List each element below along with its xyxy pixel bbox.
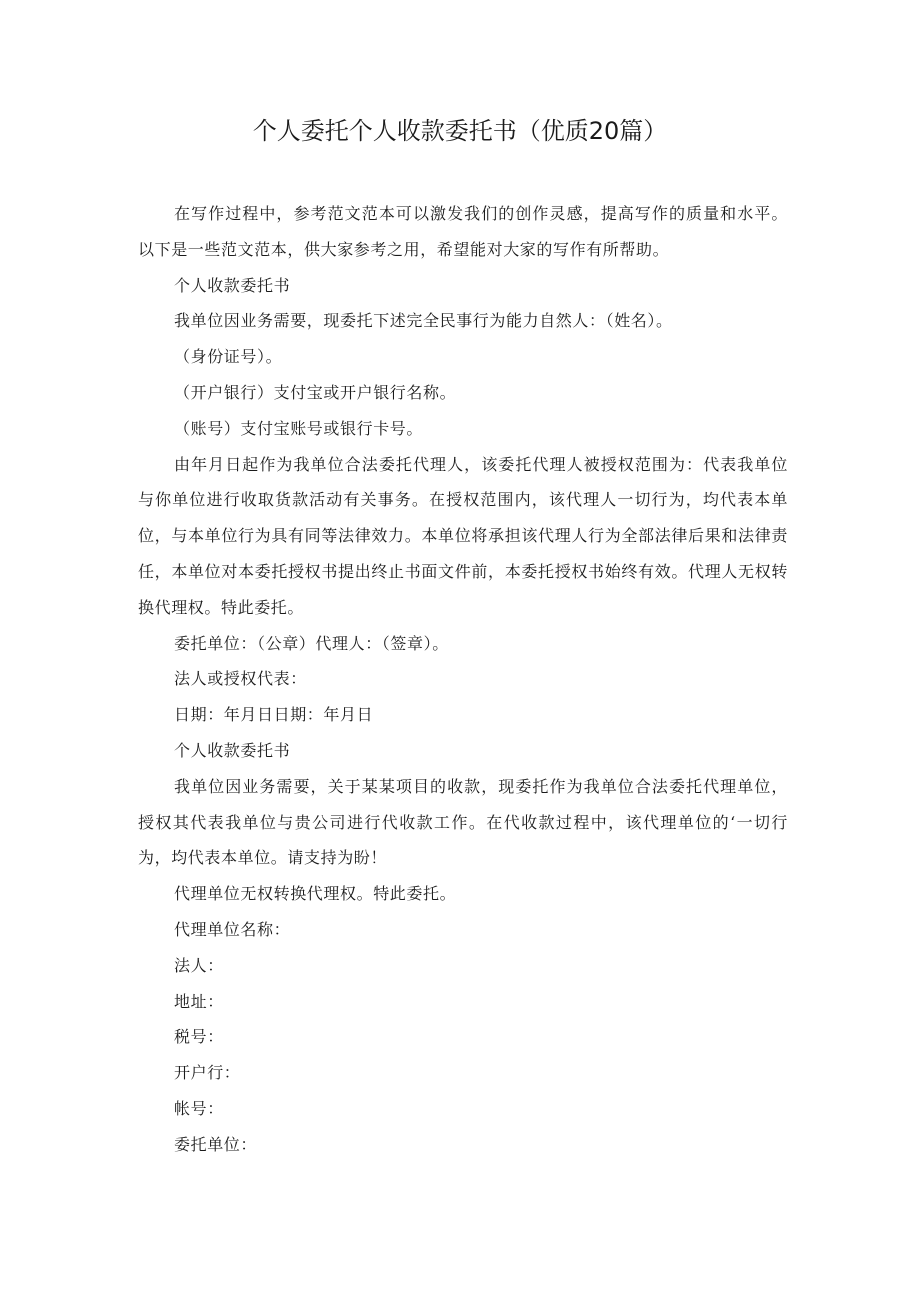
form-field-label: 开户行： — [174, 1063, 241, 1083]
form-field-label: 地址： — [174, 991, 224, 1011]
form-field-label: 委托单位： — [174, 1134, 258, 1154]
body-paragraph: （开户银行）支付宝或开户银行名称。 — [174, 382, 457, 402]
signature-line: 法人或授权代表： — [174, 669, 307, 689]
body-paragraph: （身份证号）。 — [174, 347, 283, 367]
body-paragraph: （账号）支付宝账号或银行卡号。 — [174, 418, 424, 438]
body-paragraph: 我单位因业务需要，关于某某项目的收款，现委托作为我单位合法委托代理单位，授权其代表我单位与贵公司进行代收款工作。在代收款过程中，该代理单位的‘一切行为，均代表本单位。请支持为盼！ — [138, 776, 788, 868]
form-field-label: 法人： — [174, 955, 224, 975]
section-heading: 个人收款委托书 — [174, 740, 291, 760]
form-field-label: 代理单位名称： — [174, 919, 291, 939]
form-field-label: 帐号： — [174, 1098, 224, 1118]
section-heading: 个人收款委托书 — [174, 275, 291, 295]
document-body — [138, 196, 788, 1163]
body-paragraph: 我单位因业务需要，现委托下述完全民事行为能力自然人：（姓名）。 — [174, 311, 673, 331]
form-field-label: 税号： — [174, 1027, 224, 1047]
body-paragraph: 代理单位无权转换代理权。特此委托。 — [174, 884, 457, 904]
signature-line: 委托单位：（公章）代理人：（签章）。 — [174, 633, 449, 653]
intro-paragraph: 在写作过程中，参考范文范本可以激发我们的创作灵感，提高写作的质量和水平。以下是一些范文范本，供大家参考之用，希望能对大家的写作有所帮助。 — [138, 204, 788, 259]
date-line: 日期：年月日日期：年月日 — [174, 705, 374, 725]
document-title: 个人委托个人收款委托书（优质20篇） — [252, 117, 668, 145]
body-paragraph: 由年月日起作为我单位合法委托代理人，该委托代理人被授权范围为：代表我单位与你单位进行收取货款活动有关事务。在授权范围内，该代理人一切行为，均代表本单位，与本单位行为具有同等法律效力。本单位将承担该代理人行为全部法律后果和法律责任，本单位对本委托授权书提出终止书面文件前，本委托授权书始终有效。代理人无权转换代理权。特此委托。 — [138, 454, 788, 617]
